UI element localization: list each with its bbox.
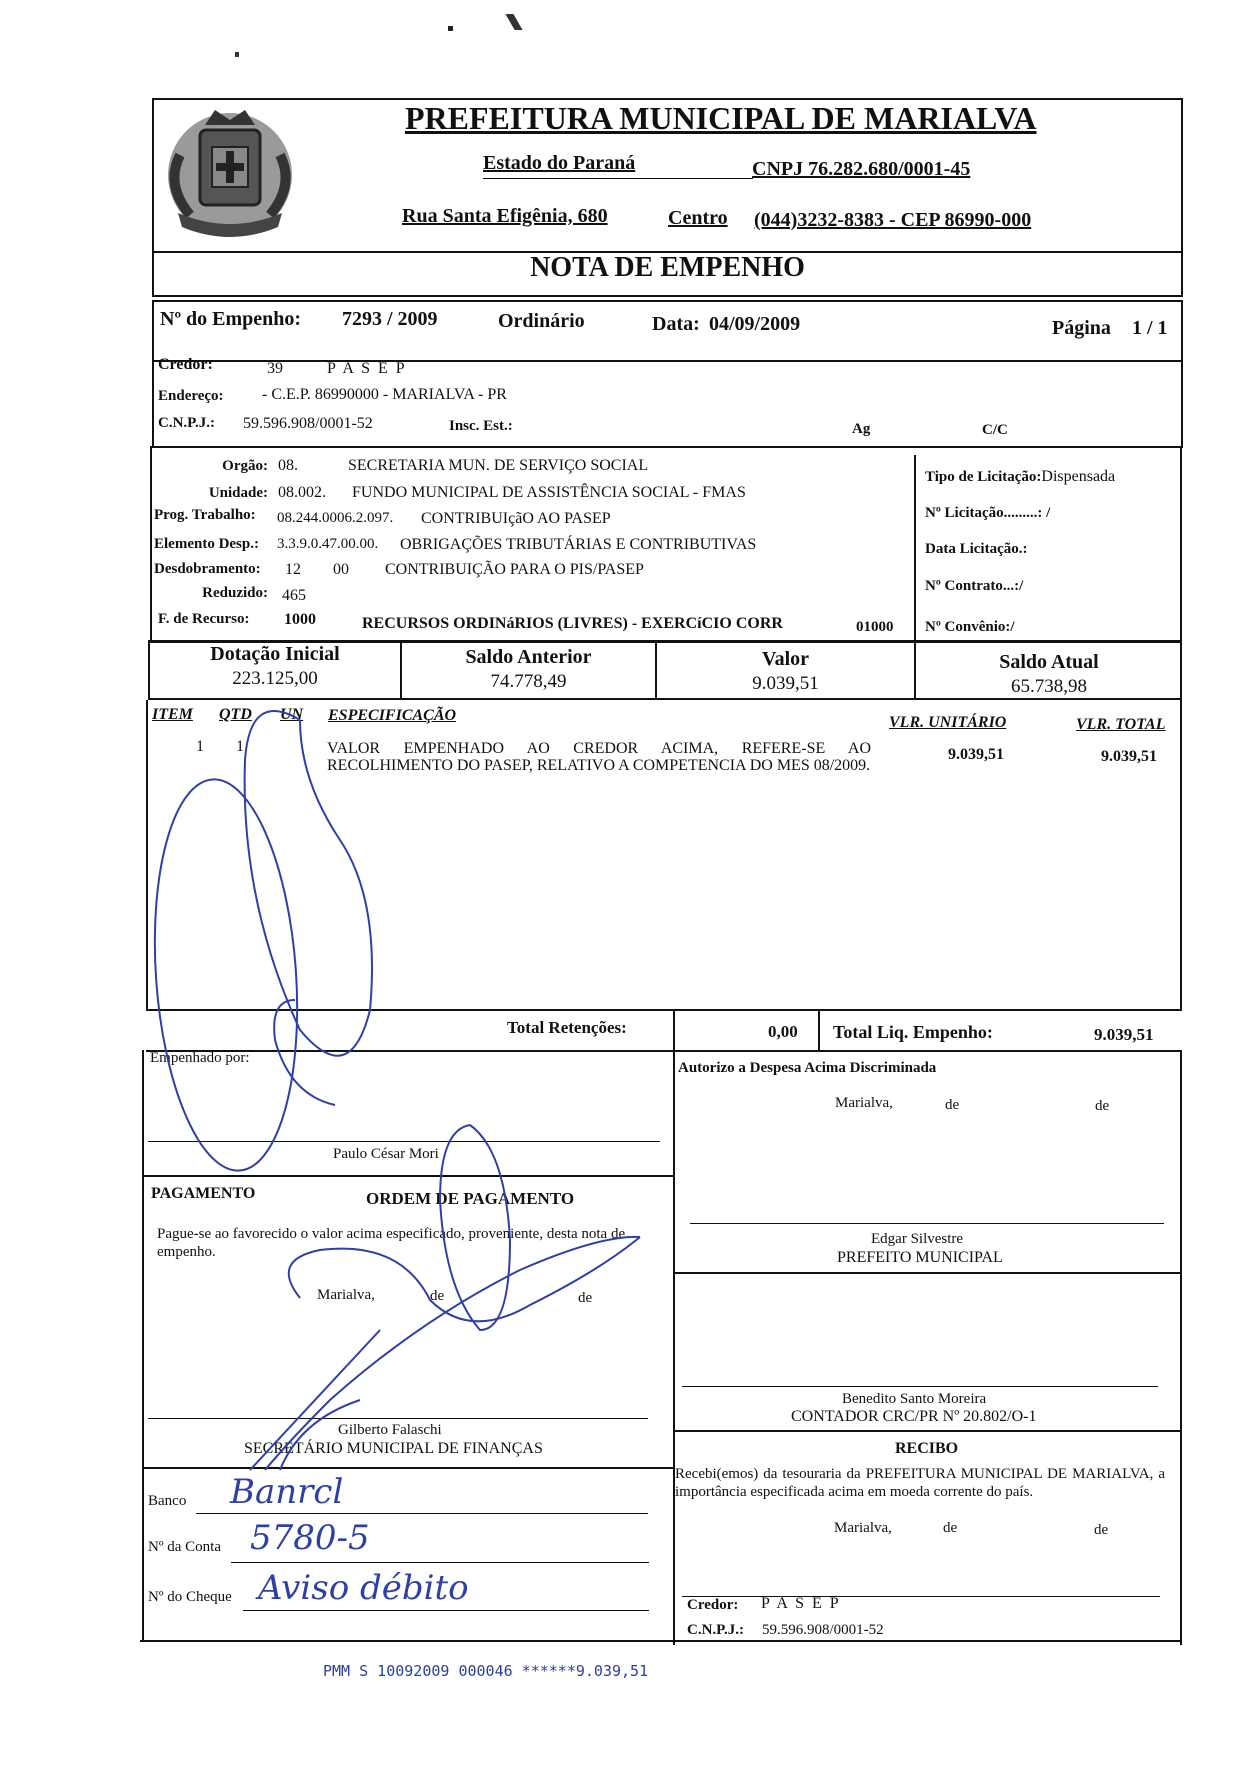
empenho-type: Ordinário	[498, 310, 585, 332]
dotacao-label: Dotação Inicial	[210, 643, 340, 665]
phone-cep-label: (044)3232-8383 - CEP 86990-000	[754, 209, 1032, 231]
saldo-anterior-label: Saldo Anterior	[465, 646, 592, 668]
tipo-licitacao-value: Dispensada	[1041, 468, 1116, 485]
totals-divider-1	[673, 1009, 675, 1051]
desdobramento-desc: CONTRIBUIÇÃO PARA O PIS/PASEP	[385, 561, 644, 578]
credor-code: 39	[267, 360, 283, 377]
elemento-desc: OBRIGAÇÕES TRIBUTÁRIAS E CONTRIBUTIVAS	[400, 536, 757, 553]
lower-bottom-line	[140, 1640, 1182, 1642]
credor-name: P A S E P	[327, 360, 407, 377]
cheque-line	[243, 1610, 649, 1611]
pagamento-de-2: de	[578, 1290, 593, 1306]
recibo-de-1: de	[943, 1520, 958, 1536]
empenhado-label: Empenhado por:	[150, 1050, 250, 1066]
doc-title: NOTA DE EMPENHO	[530, 252, 805, 283]
saldo-atual-value: 65.738,98	[1011, 676, 1087, 697]
items-right-border	[1180, 700, 1182, 1010]
desdobramento-code: 12	[285, 561, 301, 578]
fonte-recurso-label: F. de Recurso:	[158, 611, 250, 627]
orgao-desc: SECRETARIA MUN. DE SERVIÇO SOCIAL	[348, 457, 649, 474]
conta-handwritten: 5780-5	[250, 1518, 370, 1558]
pagamento-text: Pague-se ao favorecido o valor acima especificado, proveniente, desta nota de empenho.	[157, 1226, 626, 1260]
banco-label: Banco	[148, 1493, 187, 1509]
fonte-recurso-desc: RECURSOS ORDINáRIOS (LIVRES) - EXERCíCIO CORR	[362, 615, 783, 632]
tipo-licitacao-caption: Tipo de Licitação:	[925, 469, 1042, 485]
insc-est-label: Insc. Est.:	[449, 418, 513, 434]
ordem-pagamento-label: ORDEM DE PAGAMENTO	[366, 1189, 575, 1208]
prog-label: Prog. Trabalho:	[154, 507, 256, 523]
contador-name: Benedito Santo Moreira	[842, 1391, 987, 1407]
autorizo-city: Marialva,	[835, 1095, 893, 1111]
credor-left-border	[152, 360, 154, 448]
conta-line	[231, 1562, 649, 1563]
prefecture-title: PREFEITURA MUNICIPAL DE MARIALVA	[405, 100, 1037, 136]
pagamento-label: PAGAMENTO	[151, 1185, 256, 1202]
liquido-value: 9.039,51	[1094, 1025, 1154, 1044]
recibo-cnpj-label: C.N.P.J.:	[687, 1622, 744, 1638]
conta-label: Nº da Conta	[148, 1539, 221, 1555]
col-un-header: UN	[280, 706, 304, 723]
autorizo-de-1: de	[945, 1097, 960, 1113]
endereco-value: - C.E.P. 86990000 - MARIALVA - PR	[262, 386, 507, 403]
contador-top-line	[673, 1272, 1182, 1274]
col-unit-header: VLR. UNITÁRIO	[889, 714, 1007, 731]
secretario-name: Gilberto Falaschi	[338, 1422, 442, 1438]
desdobramento-code2: 00	[333, 561, 349, 578]
saldo-anterior-value: 74.778,49	[490, 671, 567, 692]
empenho-number-label: Nº do Empenho:	[160, 308, 302, 330]
unidade-desc: FUNDO MUNICIPAL DE ASSISTÊNCIA SOCIAL - FMAS	[352, 484, 746, 501]
prefeito-signature-line	[690, 1223, 1164, 1224]
coat-of-arms-logo	[160, 85, 300, 245]
tipo-licitacao-label	[925, 468, 1115, 486]
empenho-number: 7293 / 2009	[342, 308, 438, 330]
empenho-date-label: Data:	[652, 313, 700, 335]
totals-top-line	[146, 1009, 1182, 1011]
scan-speck	[505, 14, 522, 30]
lower-right-border	[1180, 1050, 1182, 1645]
recibo-text: Recebi(emos) da tesouraria da PREFEITURA MUNICIPAL DE MARIALVA, a importância especificada acima em moeda corrente do país.	[675, 1466, 1165, 1500]
contador-signature-line	[682, 1386, 1158, 1387]
recibo-de-2: de	[1094, 1522, 1109, 1538]
item-qtd: 1	[236, 738, 244, 755]
fonte-recurso-code: 1000	[284, 611, 316, 628]
desdobramento-label: Desdobramento:	[154, 561, 261, 577]
reduzido-value: 465	[282, 587, 306, 604]
cnpj-credor-label: C.N.P.J.:	[158, 415, 215, 431]
contador-title: CONTADOR CRC/PR Nº 20.802/O-1	[791, 1408, 1037, 1425]
liquido-label: Total Liq. Empenho:	[833, 1022, 993, 1042]
account-label: C/C	[982, 422, 1008, 438]
cheque-label: Nº do Cheque	[148, 1589, 232, 1605]
col-total-header: VLR. TOTAL	[1076, 716, 1166, 733]
district-label: Centro	[668, 207, 728, 229]
col-qtd-header: QTD	[219, 706, 252, 723]
prefeito-name: Edgar Silvestre	[871, 1231, 964, 1247]
banco-top-line	[142, 1467, 674, 1469]
scan-speck	[448, 26, 453, 31]
page-number: 1 / 1	[1132, 317, 1168, 339]
empenho-date: 04/09/2009	[709, 313, 801, 335]
agency-label: Ag	[852, 421, 871, 437]
orgao-code: 08.	[278, 457, 298, 474]
recibo-credor-label: Credor:	[687, 1597, 739, 1613]
fonte-recurso-code2: 01000	[856, 619, 894, 635]
num-contrato-label: Nº Contrato...:/	[925, 578, 1024, 594]
recibo-cnpj-value: 59.596.908/0001-52	[762, 1622, 884, 1638]
items-left-border	[146, 700, 148, 1010]
state-label: Estado do Paraná	[483, 152, 636, 174]
totals-divider-2	[818, 1009, 820, 1051]
lower-left-border	[142, 1050, 144, 1640]
prefeito-title: PREFEITO MUNICIPAL	[837, 1249, 1003, 1266]
scan-speck	[235, 52, 239, 57]
banco-handwritten: Banrcl	[230, 1472, 344, 1512]
lower-center-divider	[673, 1050, 675, 1645]
cheque-handwritten: Aviso débito	[258, 1568, 469, 1608]
item-especificacao: VALOR EMPENHADO AO CREDOR ACIMA, REFERE-SE AO RECOLHIMENTO DO PASEP, RELATIVO A COMPETENCIA DO MES 08/2009.	[327, 740, 871, 774]
endereco-label: Endereço:	[158, 388, 224, 404]
col-espec-header: ESPECIFICAÇÃO	[328, 707, 457, 724]
elemento-label: Elemento Desp.:	[154, 536, 259, 552]
unidade-code: 08.002.	[278, 484, 326, 501]
banco-line	[196, 1513, 648, 1514]
orgao-label: Orgão:	[222, 458, 268, 474]
totals-bottom-line	[146, 1050, 1182, 1052]
payment-stamp: PMM S 10092009 000046 ******9.039,51	[323, 1662, 649, 1680]
retencoes-label: Total Retenções:	[507, 1018, 627, 1037]
num-convenio-label: Nº Convênio:/	[925, 619, 1015, 635]
num-licitacao-label: Nº Licitação.........: /	[925, 505, 1051, 521]
empenhado-name: Paulo César Mori	[333, 1146, 439, 1162]
unidade-label: Unidade:	[208, 485, 268, 501]
cnpj-credor-value: 59.596.908/0001-52	[243, 415, 373, 432]
address-label: Rua Santa Efigênia, 680	[402, 205, 608, 227]
prog-code: 08.244.0006.2.097.	[277, 510, 394, 526]
autorizo-label: Autorizo a Despesa Acima Discriminada	[678, 1060, 937, 1076]
item-total-value: 9.039,51	[1101, 748, 1157, 765]
secretario-title: SECRETÁRIO MUNICIPAL DE FINANÇAS	[244, 1440, 543, 1457]
autorizo-de-2: de	[1095, 1098, 1110, 1114]
recibo-label: RECIBO	[895, 1440, 959, 1457]
classification-divider	[914, 455, 916, 643]
pagamento-top-line	[142, 1175, 674, 1177]
data-licitacao-label: Data Licitação.:	[925, 541, 1028, 557]
valor-label: Valor	[761, 648, 810, 670]
credor-right-border	[1181, 360, 1183, 448]
credor-label: Credor:	[158, 356, 213, 373]
col-item-header: ITEM	[152, 706, 193, 723]
recibo-top-line	[673, 1430, 1182, 1432]
retencoes-value: 0,00	[768, 1022, 798, 1041]
dotacao-value: 223.125,00	[232, 668, 318, 689]
empenhado-signature-line	[148, 1141, 660, 1142]
prog-desc: CONTRIBUIçãO AO PASEP	[421, 510, 611, 527]
recibo-signature-line	[682, 1596, 1160, 1597]
saldo-atual-label: Saldo Atual	[999, 651, 1099, 673]
page-label: Página	[1052, 317, 1111, 339]
state-underline	[483, 178, 753, 179]
valor-value: 9.039,51	[752, 673, 819, 694]
pagamento-de-1: de	[430, 1288, 445, 1304]
cnpj-label: CNPJ 76.282.680/0001-45	[752, 158, 971, 180]
reduzido-label: Reduzido:	[202, 585, 268, 601]
recibo-city: Marialva,	[834, 1520, 892, 1536]
item-unit-value: 9.039,51	[948, 746, 1004, 763]
elemento-code: 3.3.9.0.47.00.00.	[277, 536, 379, 552]
pagamento-city: Marialva,	[317, 1287, 375, 1303]
secretario-signature-line	[148, 1418, 648, 1419]
item-number: 1	[196, 738, 204, 755]
recibo-credor-value: P A S E P	[761, 1595, 841, 1612]
